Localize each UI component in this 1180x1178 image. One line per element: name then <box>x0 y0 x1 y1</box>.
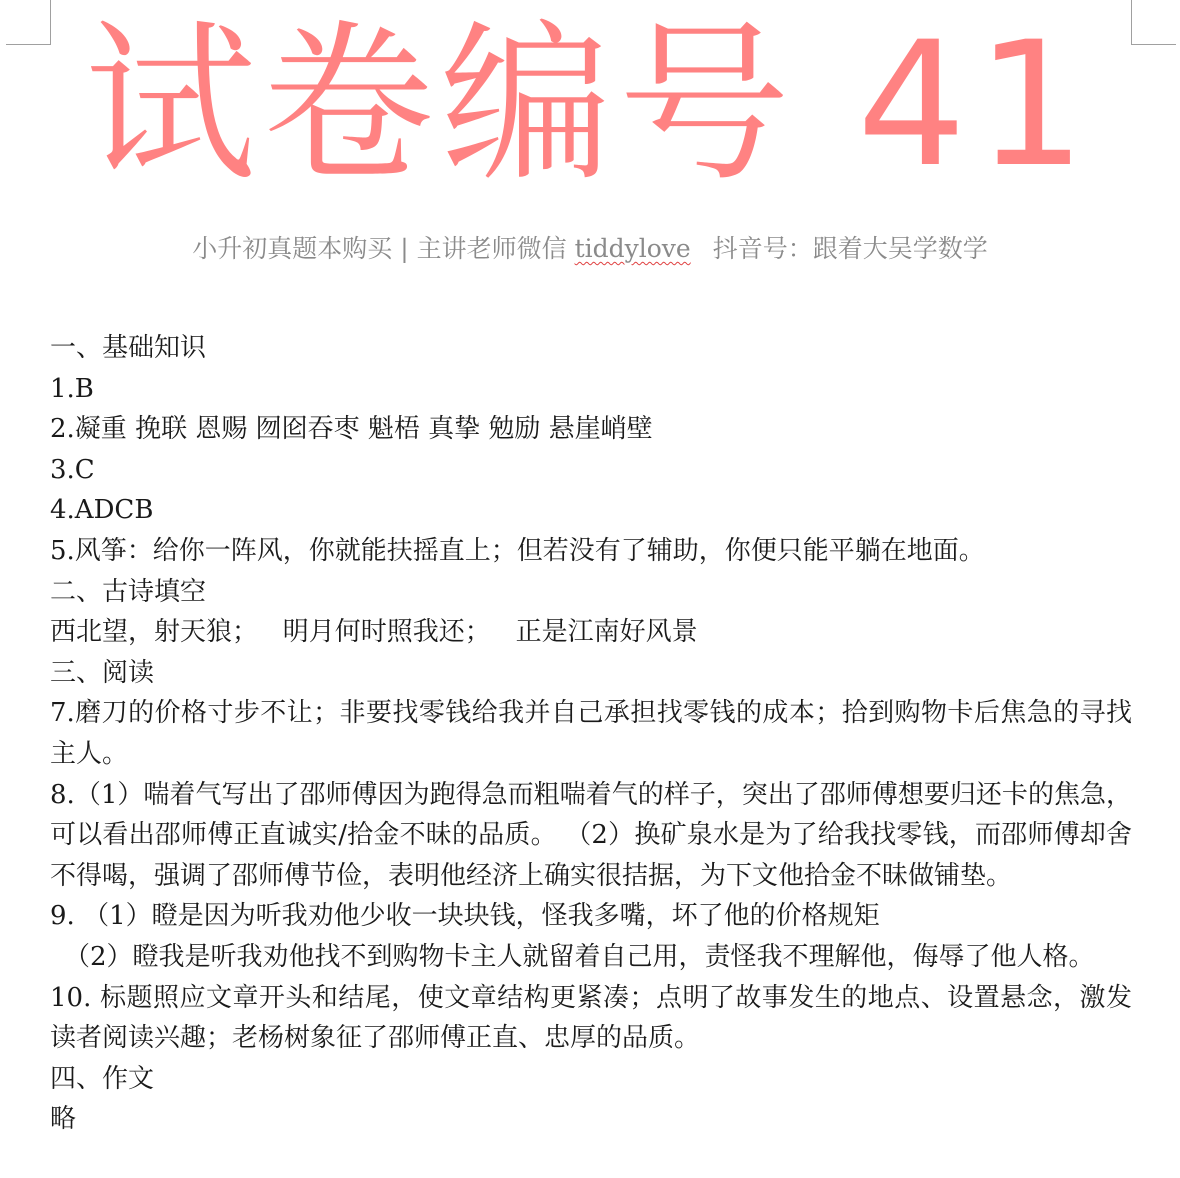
answer-q1: 1.B <box>50 373 94 404</box>
exam-title-number: 41 <box>856 4 1096 205</box>
subtitle-wechat-id: tiddylove <box>574 234 691 263</box>
section-heading-reading: 三、阅读 <box>50 657 155 688</box>
answer-q2: 2.凝重 挽联 恩赐 囫囵吞枣 魁梧 真挚 勉励 悬崖峭壁 <box>50 414 653 445</box>
answer-poem-fill: 西北望，射天狼； 明月何时照我还； 正是江南好风景 <box>50 617 698 648</box>
section-heading-essay: 四、作文 <box>50 1063 155 1094</box>
section-heading-basics: 一、基础知识 <box>50 333 207 363</box>
answer-q9-part1: 9. （1）瞪是因为听我劝他少收一块块钱，怪我多嘴，坏了他的价格规矩 <box>50 901 880 932</box>
subtitle-line <box>0 229 1180 269</box>
answer-q8: 8.（1）喘着气写出了邵师傅因为跑得急而粗喘着气的样子，突出了邵师傅想要归还卡的焦急，可以看出邵师傅正直诚实/拾金不昧的品质。 （2）换矿泉水是为了给我找零钱，而邵师傅却舍不得喝，强调了邵师傅节俭，表明他经济上确实很拮据，为下文他拾金不昧做铺垫。 <box>50 779 1132 891</box>
answer-q7: 7.磨刀的价格寸步不让；非要找零钱给我并自己承担找零钱的成本；拾到购物卡后焦急的寻找主人。 <box>50 698 1132 769</box>
answer-q5: 5.风筝：给你一阵风，你就能扶摇直上；但若没有了辅助，你便只能平躺在地面。 <box>50 535 985 566</box>
subtitle-douyin-info: 抖音号：跟着大吴学数学 <box>712 234 988 263</box>
exam-title-text: 试卷编号 <box>84 4 797 205</box>
answer-q10: 10. 标题照应文章开头和结尾，使文章结构更紧凑；点明了故事发生的地点、设置悬念，激发读者阅读兴趣；老杨树象征了邵师傅正直、忠厚的品质。 <box>50 982 1132 1054</box>
answer-q4: 4.ADCB <box>50 495 154 526</box>
answer-q9-part2: （2）瞪我是听我劝他找不到购物卡主人就留着自己用，责怪我不理解他，侮辱了他人格。 <box>64 941 1095 972</box>
answer-key-body <box>50 328 1132 1140</box>
exam-number-title <box>0 0 1180 210</box>
answer-q3: 3.C <box>50 454 95 485</box>
answer-essay: 略 <box>50 1104 77 1135</box>
subtitle-purchase-info: 小升初真题本购买 | 主讲老师微信 <box>192 234 567 263</box>
section-heading-poetry: 二、古诗填空 <box>50 576 207 607</box>
